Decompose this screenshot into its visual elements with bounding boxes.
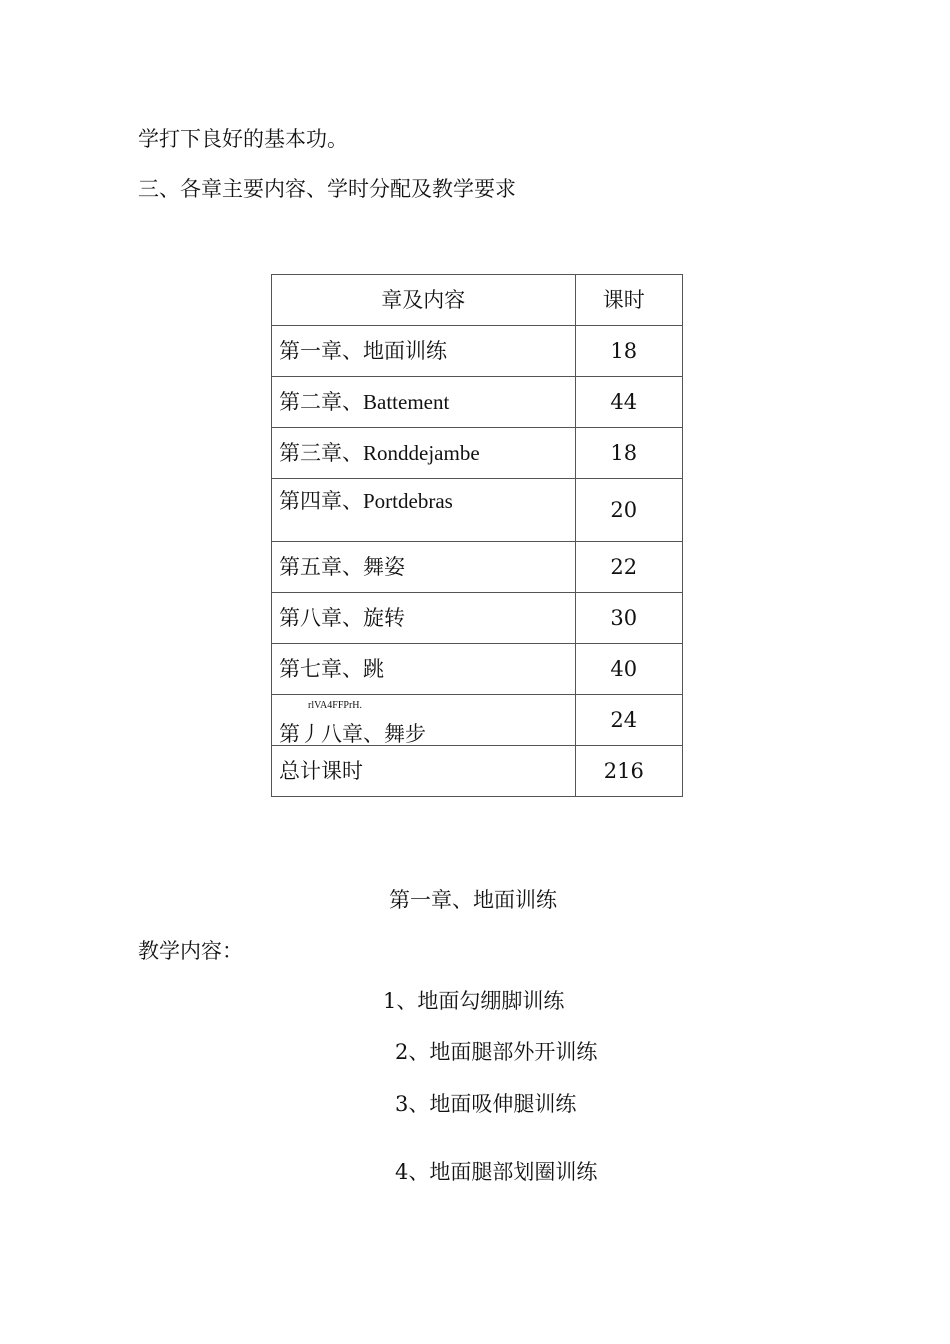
chapter-name-latin: Ronddejambe — [363, 440, 480, 465]
list-item: 3、地面吸伸腿训练 — [395, 1092, 577, 1116]
chapter-hours: 22 — [575, 542, 682, 593]
ocr-artifact-note: rlVA4FFPrH. — [308, 700, 362, 711]
table-row — [272, 644, 683, 695]
hours-table — [271, 274, 683, 797]
total-hours: 216 — [575, 746, 682, 797]
chapter-hours: 20 — [575, 479, 682, 542]
chapter-name: 第四章、Portdebras — [272, 479, 576, 542]
table-row-total — [272, 746, 683, 797]
chapter-hours: 40 — [575, 644, 682, 695]
list-item: 2、地面腿部外开训练 — [395, 1040, 598, 1064]
chapter-name: 第七章、跳 — [272, 644, 576, 695]
chapter-name-latin: Portdebras — [363, 489, 453, 513]
chapter-hours: 24 — [575, 695, 682, 746]
chapter-hours: 44 — [575, 377, 682, 428]
chapter-hours: 30 — [575, 593, 682, 644]
chapter-hours: 18 — [575, 428, 682, 479]
table-row — [272, 695, 683, 746]
table-row — [272, 326, 683, 377]
chapter-name: 第八章、旋转 — [272, 593, 576, 644]
chapter-name: 第三章、Ronddejambe — [272, 428, 576, 479]
table-row — [272, 593, 683, 644]
list-item: 1、地面勾绷脚训练 — [383, 989, 565, 1013]
table-row — [272, 479, 683, 542]
chapter-title: 第一章、地面训练 — [389, 888, 557, 912]
teaching-content-label: 教学内容： — [138, 939, 243, 963]
header-chapter: 章及内容 — [272, 275, 576, 326]
table-row — [272, 542, 683, 593]
chapter-name: rlVA4FFPrH. 第丿八章、舞步 — [272, 695, 576, 746]
table-row — [272, 428, 683, 479]
intro-text: 学打下良好的基本功。 — [138, 127, 348, 151]
header-hours: 课时 — [575, 275, 682, 326]
chapter-name-latin: Battement — [363, 389, 450, 414]
chapter-name: 第二章、Battement — [272, 377, 576, 428]
section-heading: 三、各章主要内容、学时分配及教学要求 — [138, 177, 516, 201]
list-item: 4、地面腿部划圈训练 — [395, 1160, 598, 1184]
chapter-name: 第五章、舞姿 — [272, 542, 576, 593]
total-label: 总计课时 — [272, 746, 576, 797]
chapter-hours: 18 — [575, 326, 682, 377]
table-header-row — [272, 275, 683, 326]
chapter-name: 第一章、地面训练 — [272, 326, 576, 377]
table-row — [272, 377, 683, 428]
